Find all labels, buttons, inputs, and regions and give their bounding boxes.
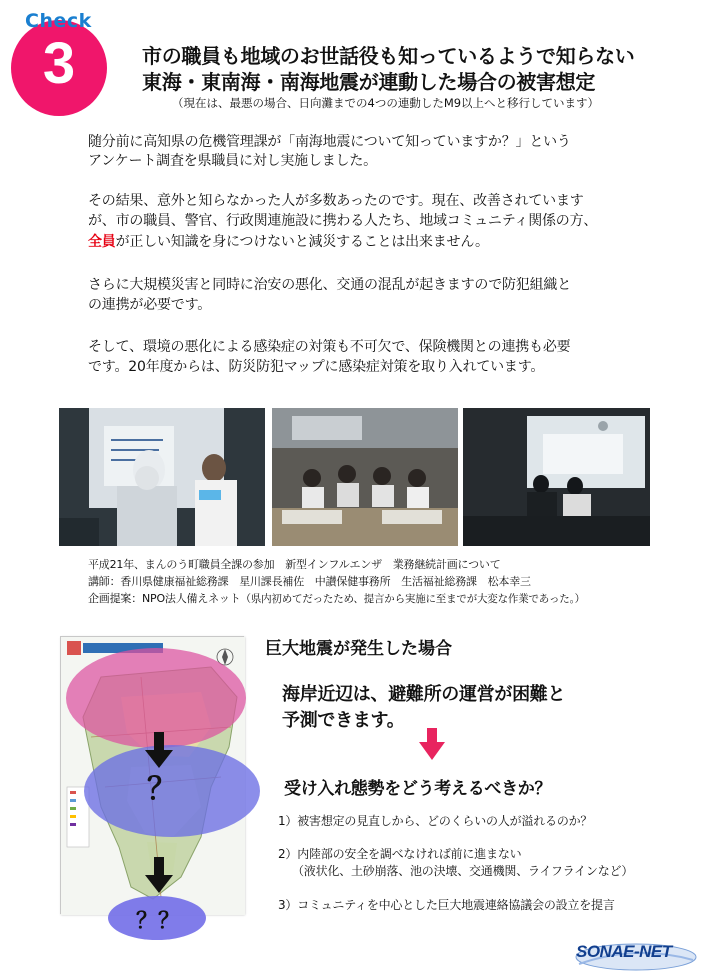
caption-line-1: 平成21年、まんのう町職員全課の参加 新型インフルエンザ 業務継続計画について — [88, 558, 501, 571]
check-number: 3 — [42, 31, 76, 96]
proposal-item-2-line-2: （液状化、土砂崩落、池の決壊、交通機関、ライフラインなど） — [292, 864, 634, 878]
proposal-item-2-line-1: 2）内陸部の安全を調べなければ前に進まない — [278, 847, 522, 861]
coast-statement-line-2: 予測できます。 — [282, 710, 405, 731]
emphasis-all-staff: 全員 — [88, 234, 116, 250]
paragraph-2-line-2: が、市の職員、警官、行政関連施設に携わる人たち、地域コミュニティ関係の方、 — [88, 213, 598, 229]
paragraph-4-line-2: です。20年度からは、防災防犯マップに感染症対策を取り入れています。 — [88, 359, 545, 375]
paragraph-3-line-2: の連携が必要です。 — [88, 297, 212, 313]
paragraph-4-line-1: そして、環境の悪化による感染症の対策も不可欠で、保険機関との連携も必要 — [88, 339, 571, 355]
paragraph-2-line-3-rest: が正しい知識を身につけないと減災することは出来ません。 — [115, 234, 489, 250]
photo-meeting-room-screen — [463, 408, 650, 546]
proposal-item-1: 1）被害想定の見直しから、どのくらいの人が溢れるのか？ — [278, 814, 593, 828]
down-arrow-icon — [145, 732, 173, 768]
paragraph-1-line-2: アンケート調査を県職員に対し実施しました。 — [88, 153, 377, 169]
section-heading: 巨大地震が発生した場合 — [265, 639, 452, 659]
photo-lecture-protective-suit — [59, 408, 265, 546]
paragraph-3-line-1: さらに大規模災害と同時に治安の悪化、交通の混乱が起きますので防犯組織と — [88, 277, 571, 293]
paragraph-2-line-3 — [88, 233, 489, 252]
paragraph-2-line-1: その結果、意外と知らなかった人が多数あったのです。現在、改善されています — [88, 193, 584, 209]
caption-line-3 — [88, 590, 585, 606]
caption-line-2: 講師：香川県健康福祉総務課 星川課長補佐 中讃保健事務所 生活福祉総務課 松本幸三 — [88, 575, 531, 588]
subtitle-note: （現在は、最悪の場合、日向灘までの4つの連動したM9以上へと移行しています） — [172, 96, 600, 110]
coast-statement-line-1: 海岸近辺は、避難所の運営が困難と — [282, 684, 566, 705]
proposal-item-3: 3）コミュニティを中心とした巨大地震連絡協議会の設立を提言 — [278, 898, 615, 912]
title-line-1: 市の職員も地域のお世話役も知っているようで知らない — [142, 44, 635, 68]
question-mark-double: ？？ — [136, 908, 181, 933]
caption-note: （県内初めてだったため、提言から実施に至までが大変な作業であった。） — [240, 593, 585, 605]
question-mark-single: ？ — [147, 773, 177, 806]
question-statement: 受け入れ態勢をどう考えるべきか？ — [284, 779, 552, 799]
paragraph-1-line-1: 随分前に高知県の危機管理課が「南海地震について知っていますか？」という — [88, 134, 571, 150]
photo-seminar-room — [272, 408, 458, 546]
title-line-2: 東海・東南海・南海地震が連動した場合の被害想定 — [142, 70, 596, 94]
caption-planner: 企画提案：NPO法人備えネット — [88, 592, 241, 605]
sonae-net-logo-text: SONAE-NET — [576, 942, 672, 961]
pink-down-arrow-icon — [419, 728, 445, 760]
check-label: Check — [25, 10, 92, 32]
down-arrow-icon — [145, 857, 173, 893]
